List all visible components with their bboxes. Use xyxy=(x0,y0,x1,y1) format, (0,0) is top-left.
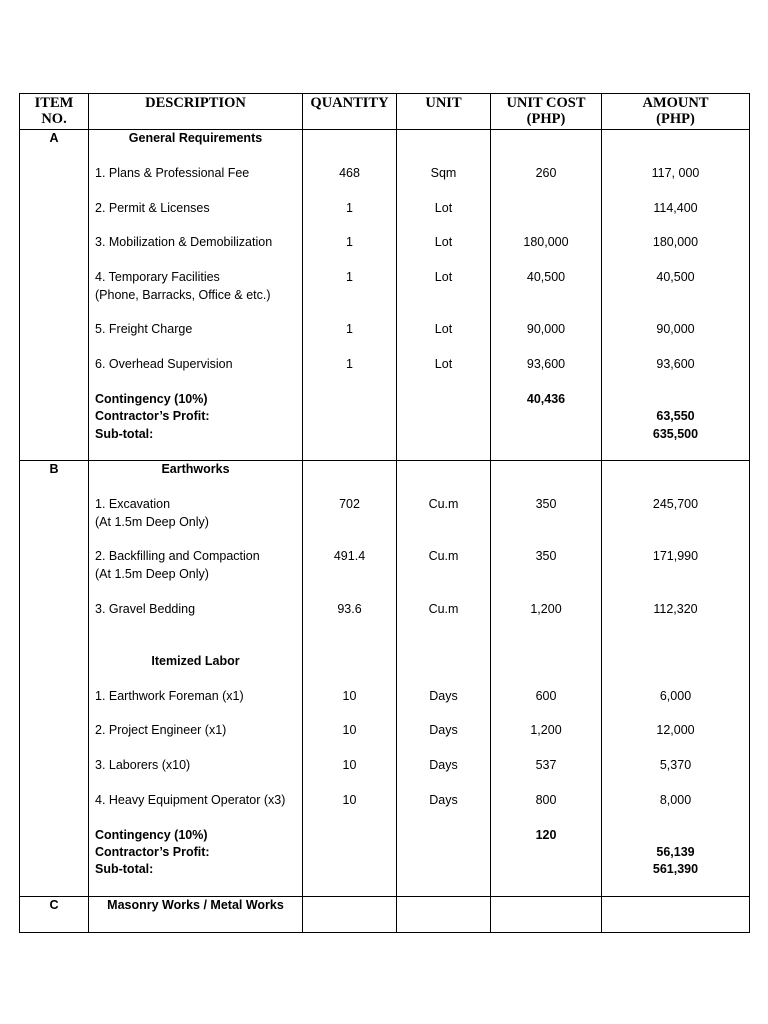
amount-value: 112,320 xyxy=(653,601,698,616)
quantity-value xyxy=(303,774,396,791)
amount-value: 56,139 xyxy=(656,845,695,860)
line-item-description xyxy=(89,252,302,269)
header-amount-line-2: (PHP) xyxy=(656,111,695,127)
unit-value xyxy=(397,130,490,147)
line-item-description xyxy=(89,670,302,687)
quantity-value xyxy=(303,861,396,878)
amount-value: 245,700 xyxy=(652,497,699,512)
unit-value: Days xyxy=(429,792,458,807)
amount-value xyxy=(602,809,749,826)
item-letter: C xyxy=(49,898,59,913)
unit-cost-value xyxy=(491,339,601,356)
unit-value xyxy=(397,897,490,914)
amount-value xyxy=(602,217,749,234)
amount-value xyxy=(602,774,749,791)
unit-value: Cu.m xyxy=(428,601,459,616)
quantity-cell xyxy=(303,897,397,933)
unit-cost-value: 260 xyxy=(535,165,557,180)
amount-value xyxy=(602,879,749,896)
unit-cost-value xyxy=(491,809,601,826)
summary-label: Contractor’s Profit: xyxy=(95,409,210,424)
unit-cost-value xyxy=(491,774,601,791)
line-item-description xyxy=(89,443,302,460)
quantity-value xyxy=(303,461,396,478)
amount-value: 114,400 xyxy=(653,200,698,215)
quantity-value xyxy=(303,566,396,583)
unit-cost-value xyxy=(491,861,601,878)
unit-value xyxy=(397,653,490,670)
quantity-value: 491.4 xyxy=(333,549,366,564)
unit-value: Lot xyxy=(434,270,453,285)
line-item-description: 3. Gravel Bedding xyxy=(95,601,196,616)
line-item-description xyxy=(89,879,302,896)
summary-label: Sub-total: xyxy=(95,862,154,877)
amount-value: 93,600 xyxy=(656,357,695,372)
line-item-description xyxy=(89,373,302,390)
quantity-value: 93.6 xyxy=(337,601,362,616)
line-item-description xyxy=(89,479,302,496)
amount-value: 561,390 xyxy=(652,862,699,877)
unit-value xyxy=(397,635,490,652)
amount-value: 5,370 xyxy=(659,758,692,773)
quantity-value xyxy=(303,897,396,914)
bill-of-quantities-table xyxy=(19,93,750,933)
section-row xyxy=(20,897,750,933)
unit-value xyxy=(397,566,490,583)
unit-cost-value xyxy=(491,443,601,460)
quantity-value xyxy=(303,844,396,861)
line-item-description: (At 1.5m Deep Only) xyxy=(95,566,209,581)
amount-value: 635,500 xyxy=(652,426,699,441)
unit-value xyxy=(397,705,490,722)
unit-cost-cell xyxy=(491,897,602,933)
quantity-value xyxy=(303,373,396,390)
unit-cost-value: 537 xyxy=(535,758,557,773)
quantity-value xyxy=(303,827,396,844)
unit-cost-value xyxy=(491,252,601,269)
amount-cell xyxy=(602,130,750,461)
unit-cost-value: 40,500 xyxy=(526,270,566,285)
amount-value xyxy=(602,583,749,600)
amount-value: 171,990 xyxy=(652,549,699,564)
quantity-value: 10 xyxy=(342,758,357,773)
unit-cost-value: 1,200 xyxy=(530,601,562,616)
header-quantity-label: QUANTITY xyxy=(310,95,389,111)
amount-value xyxy=(602,287,749,304)
quantity-value xyxy=(303,252,396,269)
unit-value: Days xyxy=(429,688,458,703)
quantity-value: 10 xyxy=(342,723,357,738)
item-letter: A xyxy=(49,131,59,145)
unit-value: Lot xyxy=(434,200,453,215)
unit-value xyxy=(397,373,490,390)
header-unit xyxy=(397,94,491,130)
amount-value xyxy=(602,897,749,914)
amount-cell xyxy=(602,897,750,933)
unit-value xyxy=(397,774,490,791)
line-item-description xyxy=(89,217,302,234)
quantity-value xyxy=(303,443,396,460)
unit-value xyxy=(397,740,490,757)
amount-value: 40,500 xyxy=(656,270,695,285)
unit-value xyxy=(397,287,490,304)
line-item-description xyxy=(89,583,302,600)
header-item-line-1: ITEM xyxy=(34,95,74,111)
quantity-value xyxy=(303,635,396,652)
line-item-description xyxy=(89,774,302,791)
unit-value xyxy=(397,443,490,460)
unit-cost-value xyxy=(491,200,601,217)
unit-cost-value: 800 xyxy=(535,792,557,807)
quantity-value: 10 xyxy=(342,688,357,703)
unit-cost-value xyxy=(491,915,601,932)
unit-cell xyxy=(397,461,491,897)
line-item-description: 2. Backfilling and Compaction xyxy=(95,549,260,564)
line-item-description: 1. Plans & Professional Fee xyxy=(95,165,250,180)
unit-value xyxy=(397,147,490,164)
unit-cost-value xyxy=(491,147,601,164)
amount-value: 6,000 xyxy=(659,688,692,703)
summary-label: Contingency (10%) xyxy=(95,391,208,406)
line-item-description xyxy=(89,635,302,652)
unit-cost-value xyxy=(491,705,601,722)
unit-value: Cu.m xyxy=(428,549,459,564)
line-item-description xyxy=(89,618,302,635)
amount-value xyxy=(602,635,749,652)
line-item-description: 6. Overhead Supervision xyxy=(95,357,233,372)
amount-value xyxy=(602,130,749,147)
section-row xyxy=(20,461,750,897)
description-cell xyxy=(89,130,303,461)
unit-cost-value xyxy=(491,461,601,478)
quantity-cell xyxy=(303,461,397,897)
unit-cost-value xyxy=(491,897,601,914)
unit-value xyxy=(397,426,490,443)
unit-cost-value xyxy=(491,635,601,652)
line-item-description xyxy=(89,147,302,164)
amount-value xyxy=(602,618,749,635)
line-item-description: 3. Mobilization & Demobilization xyxy=(95,235,273,250)
amount-value: 117, 000 xyxy=(651,165,700,180)
unit-value xyxy=(397,339,490,356)
section-heading: Masonry Works / Metal Works xyxy=(107,898,284,913)
quantity-value xyxy=(303,740,396,757)
header-item-line-2: NO. xyxy=(41,111,67,127)
unit-value xyxy=(397,583,490,600)
amount-value xyxy=(602,252,749,269)
item-no-cell xyxy=(20,897,89,933)
unit-value xyxy=(397,304,490,321)
line-item-description: (At 1.5m Deep Only) xyxy=(95,514,209,529)
unit-cost-value xyxy=(491,287,601,304)
quantity-value xyxy=(303,618,396,635)
quantity-cell xyxy=(303,130,397,461)
section-heading: Itemized Labor xyxy=(151,653,240,668)
section-row xyxy=(20,130,750,461)
unit-value xyxy=(397,217,490,234)
quantity-value xyxy=(303,408,396,425)
unit-value: Days xyxy=(429,723,458,738)
amount-value xyxy=(602,391,749,408)
quantity-value xyxy=(303,217,396,234)
unit-value xyxy=(397,915,490,932)
unit-cost-value xyxy=(491,583,601,600)
header-description xyxy=(89,94,303,130)
line-item-description: 2. Permit & Licenses xyxy=(95,200,210,215)
unit-value: Lot xyxy=(434,322,453,337)
quantity-value xyxy=(303,479,396,496)
summary-label: Contingency (10%) xyxy=(95,827,208,842)
unit-cost-value: 600 xyxy=(535,688,557,703)
description-cell xyxy=(89,461,303,897)
amount-value xyxy=(602,705,749,722)
summary-label: Contractor’s Profit: xyxy=(95,845,210,860)
table-body xyxy=(20,130,750,933)
header-unit-cost-line-2: (PHP) xyxy=(526,111,566,127)
section-heading: Earthworks xyxy=(161,462,230,477)
amount-value xyxy=(602,373,749,390)
quantity-value: 1 xyxy=(346,235,353,250)
unit-cost-value xyxy=(491,479,601,496)
unit-cost-value xyxy=(491,653,601,670)
header-item-no xyxy=(20,94,89,130)
unit-cost-value xyxy=(491,740,601,757)
quantity-value xyxy=(303,705,396,722)
line-item-description xyxy=(89,531,302,548)
line-item-description: 5. Freight Charge xyxy=(95,322,193,337)
amount-value xyxy=(602,566,749,583)
line-item-description: 4. Heavy Equipment Operator (x3) xyxy=(95,792,286,807)
amount-value xyxy=(602,740,749,757)
quantity-value xyxy=(303,514,396,531)
amount-value xyxy=(602,339,749,356)
line-item-description xyxy=(89,705,302,722)
amount-value xyxy=(602,461,749,478)
header-unit-label: UNIT xyxy=(425,95,462,111)
line-item-description xyxy=(89,339,302,356)
amount-value xyxy=(602,670,749,687)
unit-cost-value xyxy=(491,879,601,896)
quantity-value xyxy=(303,531,396,548)
unit-cost-value: 180,000 xyxy=(523,235,569,250)
quantity-value xyxy=(303,339,396,356)
amount-value xyxy=(602,827,749,844)
summary-label: Sub-total: xyxy=(95,426,154,441)
quantity-value: 1 xyxy=(346,357,353,372)
unit-value xyxy=(397,670,490,687)
quantity-value xyxy=(303,130,396,147)
unit-value xyxy=(397,514,490,531)
unit-value: Sqm xyxy=(430,165,457,180)
amount-value: 90,000 xyxy=(656,322,695,337)
unit-cost-value: 120 xyxy=(535,827,557,842)
unit-cost-value xyxy=(491,304,601,321)
amount-value xyxy=(602,915,749,932)
header-row xyxy=(20,94,750,130)
unit-value xyxy=(397,408,490,425)
unit-cost-value: 350 xyxy=(535,497,557,512)
unit-value xyxy=(397,531,490,548)
unit-value xyxy=(397,827,490,844)
quantity-value xyxy=(303,391,396,408)
line-item-description xyxy=(89,740,302,757)
item-letter: B xyxy=(49,462,59,477)
quantity-value xyxy=(303,915,396,932)
header-quantity xyxy=(303,94,397,130)
amount-value xyxy=(602,304,749,321)
unit-cost-value xyxy=(491,217,601,234)
header-description-label: DESCRIPTION xyxy=(145,95,246,111)
section-heading: General Requirements xyxy=(128,131,263,145)
quantity-value xyxy=(303,182,396,199)
unit-value xyxy=(397,861,490,878)
quantity-value: 1 xyxy=(346,270,353,285)
amount-value xyxy=(602,443,749,460)
item-no-cell xyxy=(20,461,89,897)
amount-value: 12,000 xyxy=(656,723,695,738)
header-unit-cost-line-1: UNIT COST xyxy=(506,95,586,111)
unit-cost-value xyxy=(491,182,601,199)
line-item-description: 2. Project Engineer (x1) xyxy=(95,723,227,738)
amount-value xyxy=(602,653,749,670)
amount-value xyxy=(602,147,749,164)
description-cell xyxy=(89,897,303,933)
unit-value: Days xyxy=(429,758,458,773)
amount-value: 8,000 xyxy=(659,792,692,807)
unit-cost-value: 93,600 xyxy=(526,357,566,372)
line-item-description: 1. Excavation xyxy=(95,497,171,512)
unit-value xyxy=(397,252,490,269)
unit-cost-value: 90,000 xyxy=(526,322,566,337)
amount-value: 180,000 xyxy=(652,235,699,250)
unit-cost-value: 350 xyxy=(535,549,557,564)
line-item-description: 4. Temporary Facilities xyxy=(95,270,220,285)
unit-value: Lot xyxy=(434,235,453,250)
unit-cost-value xyxy=(491,130,601,147)
amount-value: 63,550 xyxy=(656,409,695,424)
unit-cost-cell xyxy=(491,461,602,897)
unit-cell xyxy=(397,130,491,461)
line-item-description xyxy=(89,809,302,826)
line-item-description xyxy=(89,304,302,321)
unit-value xyxy=(397,844,490,861)
quantity-value xyxy=(303,879,396,896)
unit-cost-value xyxy=(491,531,601,548)
unit-cost-value: 1,200 xyxy=(530,723,562,738)
unit-cost-value: 40,436 xyxy=(526,391,566,406)
amount-cell xyxy=(602,461,750,897)
unit-cost-value xyxy=(491,408,601,425)
amount-value xyxy=(602,479,749,496)
unit-value xyxy=(397,479,490,496)
amount-value xyxy=(602,514,749,531)
quantity-value xyxy=(303,287,396,304)
line-item-description: 1. Earthwork Foreman (x1) xyxy=(95,688,244,703)
unit-cost-value xyxy=(491,373,601,390)
unit-value xyxy=(397,461,490,478)
unit-cost-value xyxy=(491,844,601,861)
line-item-description: (Phone, Barracks, Office & etc.) xyxy=(95,287,271,302)
quantity-value: 468 xyxy=(339,165,360,180)
quantity-value xyxy=(303,147,396,164)
line-item-description: 3. Laborers (x10) xyxy=(95,758,191,773)
quantity-value: 1 xyxy=(346,200,353,215)
quantity-value xyxy=(303,653,396,670)
unit-value: Cu.m xyxy=(428,497,459,512)
amount-value xyxy=(602,531,749,548)
quantity-value: 1 xyxy=(346,322,353,337)
unit-cost-value xyxy=(491,566,601,583)
unit-value xyxy=(397,809,490,826)
item-no-cell xyxy=(20,130,89,461)
line-item-description xyxy=(89,182,302,199)
header-unit-cost xyxy=(491,94,602,130)
header-amount xyxy=(602,94,750,130)
amount-value xyxy=(602,182,749,199)
quantity-value: 10 xyxy=(342,792,357,807)
unit-cost-cell xyxy=(491,130,602,461)
quantity-value xyxy=(303,583,396,600)
unit-cost-value xyxy=(491,514,601,531)
unit-value xyxy=(397,879,490,896)
unit-value xyxy=(397,618,490,635)
unit-cost-value xyxy=(491,426,601,443)
quantity-value xyxy=(303,304,396,321)
quantity-value: 702 xyxy=(339,497,360,512)
line-item-description xyxy=(89,915,302,932)
unit-cell xyxy=(397,897,491,933)
quantity-value xyxy=(303,809,396,826)
unit-value xyxy=(397,391,490,408)
unit-value: Lot xyxy=(434,357,453,372)
quantity-value xyxy=(303,426,396,443)
header-amount-line-1: AMOUNT xyxy=(642,95,709,111)
unit-cost-value xyxy=(491,670,601,687)
unit-cost-value xyxy=(491,618,601,635)
quantity-value xyxy=(303,670,396,687)
unit-value xyxy=(397,182,490,199)
